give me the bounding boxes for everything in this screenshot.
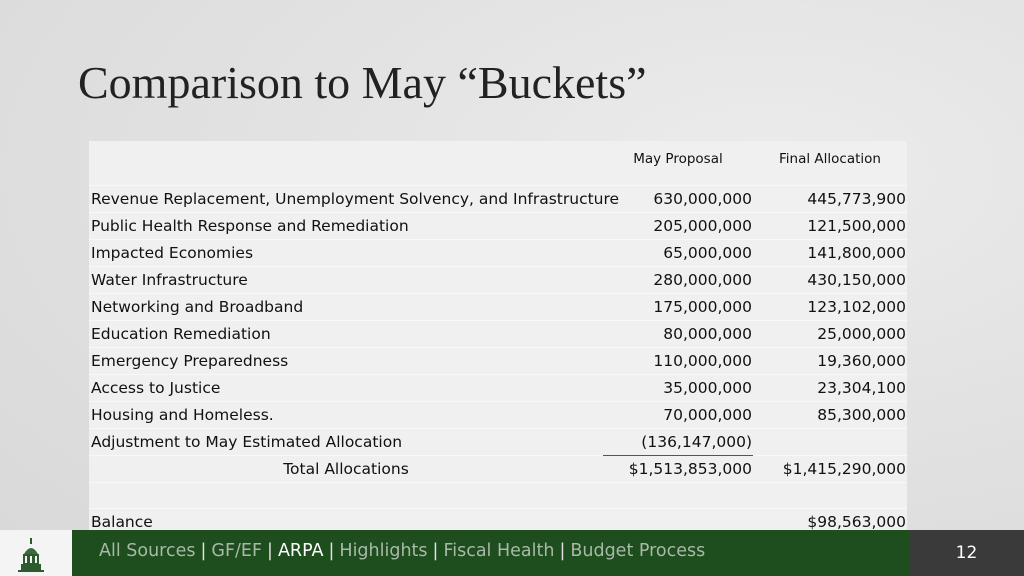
total-final: $1,415,290,000 xyxy=(753,455,907,482)
row-final-allocation: 85,300,000 xyxy=(753,401,907,428)
nav-separator: | xyxy=(267,541,273,561)
table-row xyxy=(89,185,907,212)
slide-title: Comparison to May “Buckets” xyxy=(78,57,647,108)
nav-link-arpa[interactable]: ARPA xyxy=(277,541,324,561)
nav-separator: | xyxy=(328,541,335,561)
comparison-table xyxy=(89,141,907,536)
row-may-proposal: 80,000,000 xyxy=(603,320,753,347)
row-may-proposal: 175,000,000 xyxy=(603,293,753,320)
row-label: Access to Justice xyxy=(89,374,603,401)
nav-separator: | xyxy=(559,541,566,561)
row-may-proposal: 110,000,000 xyxy=(603,347,753,374)
table-header-row xyxy=(89,141,907,185)
nav-separator: | xyxy=(432,541,439,561)
table-row xyxy=(89,374,907,401)
row-final-allocation: 123,102,000 xyxy=(753,293,907,320)
row-label: Water Infrastructure xyxy=(89,266,603,293)
row-label: Education Remediation xyxy=(89,320,603,347)
table-row xyxy=(89,428,907,455)
page-number: 12 xyxy=(909,530,1024,576)
capitol-logo xyxy=(0,530,72,576)
row-final-allocation: 141,800,000 xyxy=(753,239,907,266)
spacer-row xyxy=(89,482,907,508)
row-label: Impacted Economies xyxy=(89,239,603,266)
balance-label: Balance xyxy=(89,508,603,535)
nav-link-all-sources[interactable]: All Sources xyxy=(99,541,196,561)
table-row xyxy=(89,347,907,374)
table-row xyxy=(89,320,907,347)
row-may-proposal: 35,000,000 xyxy=(603,374,753,401)
row-final-allocation: 430,150,000 xyxy=(753,266,907,293)
row-final-allocation: 121,500,000 xyxy=(753,212,907,239)
row-label: Networking and Broadband xyxy=(89,293,603,320)
header-label-cell xyxy=(89,141,603,185)
footer-nav xyxy=(99,541,705,561)
nav-link-highlights[interactable]: Highlights xyxy=(339,541,428,561)
row-may-proposal: 65,000,000 xyxy=(603,239,753,266)
total-may: $1,513,853,000 xyxy=(603,455,753,482)
row-label: Public Health Response and Remediation xyxy=(89,212,603,239)
row-label: Revenue Replacement, Unemployment Solvency, and Infrastructure xyxy=(89,185,603,212)
row-final-allocation xyxy=(753,428,907,455)
row-may-proposal: (136,147,000) xyxy=(603,428,753,455)
balance-final: $98,563,000 xyxy=(753,508,907,535)
row-may-proposal: 630,000,000 xyxy=(603,185,753,212)
total-label: Total Allocations xyxy=(89,455,603,482)
row-may-proposal: 70,000,000 xyxy=(603,401,753,428)
capitol-dome-icon xyxy=(0,530,72,576)
nav-separator: | xyxy=(200,541,207,561)
row-may-proposal: 205,000,000 xyxy=(603,212,753,239)
table-row xyxy=(89,293,907,320)
row-may-proposal: 280,000,000 xyxy=(603,266,753,293)
table-row xyxy=(89,266,907,293)
row-final-allocation: 23,304,100 xyxy=(753,374,907,401)
footer-bar xyxy=(0,530,1024,576)
nav-link-fiscal-health[interactable]: Fiscal Health xyxy=(443,541,555,561)
table-row xyxy=(89,401,907,428)
row-final-allocation: 19,360,000 xyxy=(753,347,907,374)
header-final-allocation: Final Allocation xyxy=(753,141,907,185)
nav-link-budget-process[interactable]: Budget Process xyxy=(570,541,706,561)
nav-link-gf-ef[interactable]: GF/EF xyxy=(211,541,263,561)
table-row xyxy=(89,212,907,239)
row-label: Adjustment to May Estimated Allocation xyxy=(89,428,603,455)
total-row xyxy=(89,455,907,482)
row-label: Housing and Homeless. xyxy=(89,401,603,428)
header-may-proposal: May Proposal xyxy=(603,141,753,185)
row-final-allocation: 25,000,000 xyxy=(753,320,907,347)
row-label: Emergency Preparedness xyxy=(89,347,603,374)
row-final-allocation: 445,773,900 xyxy=(753,185,907,212)
table-row xyxy=(89,239,907,266)
